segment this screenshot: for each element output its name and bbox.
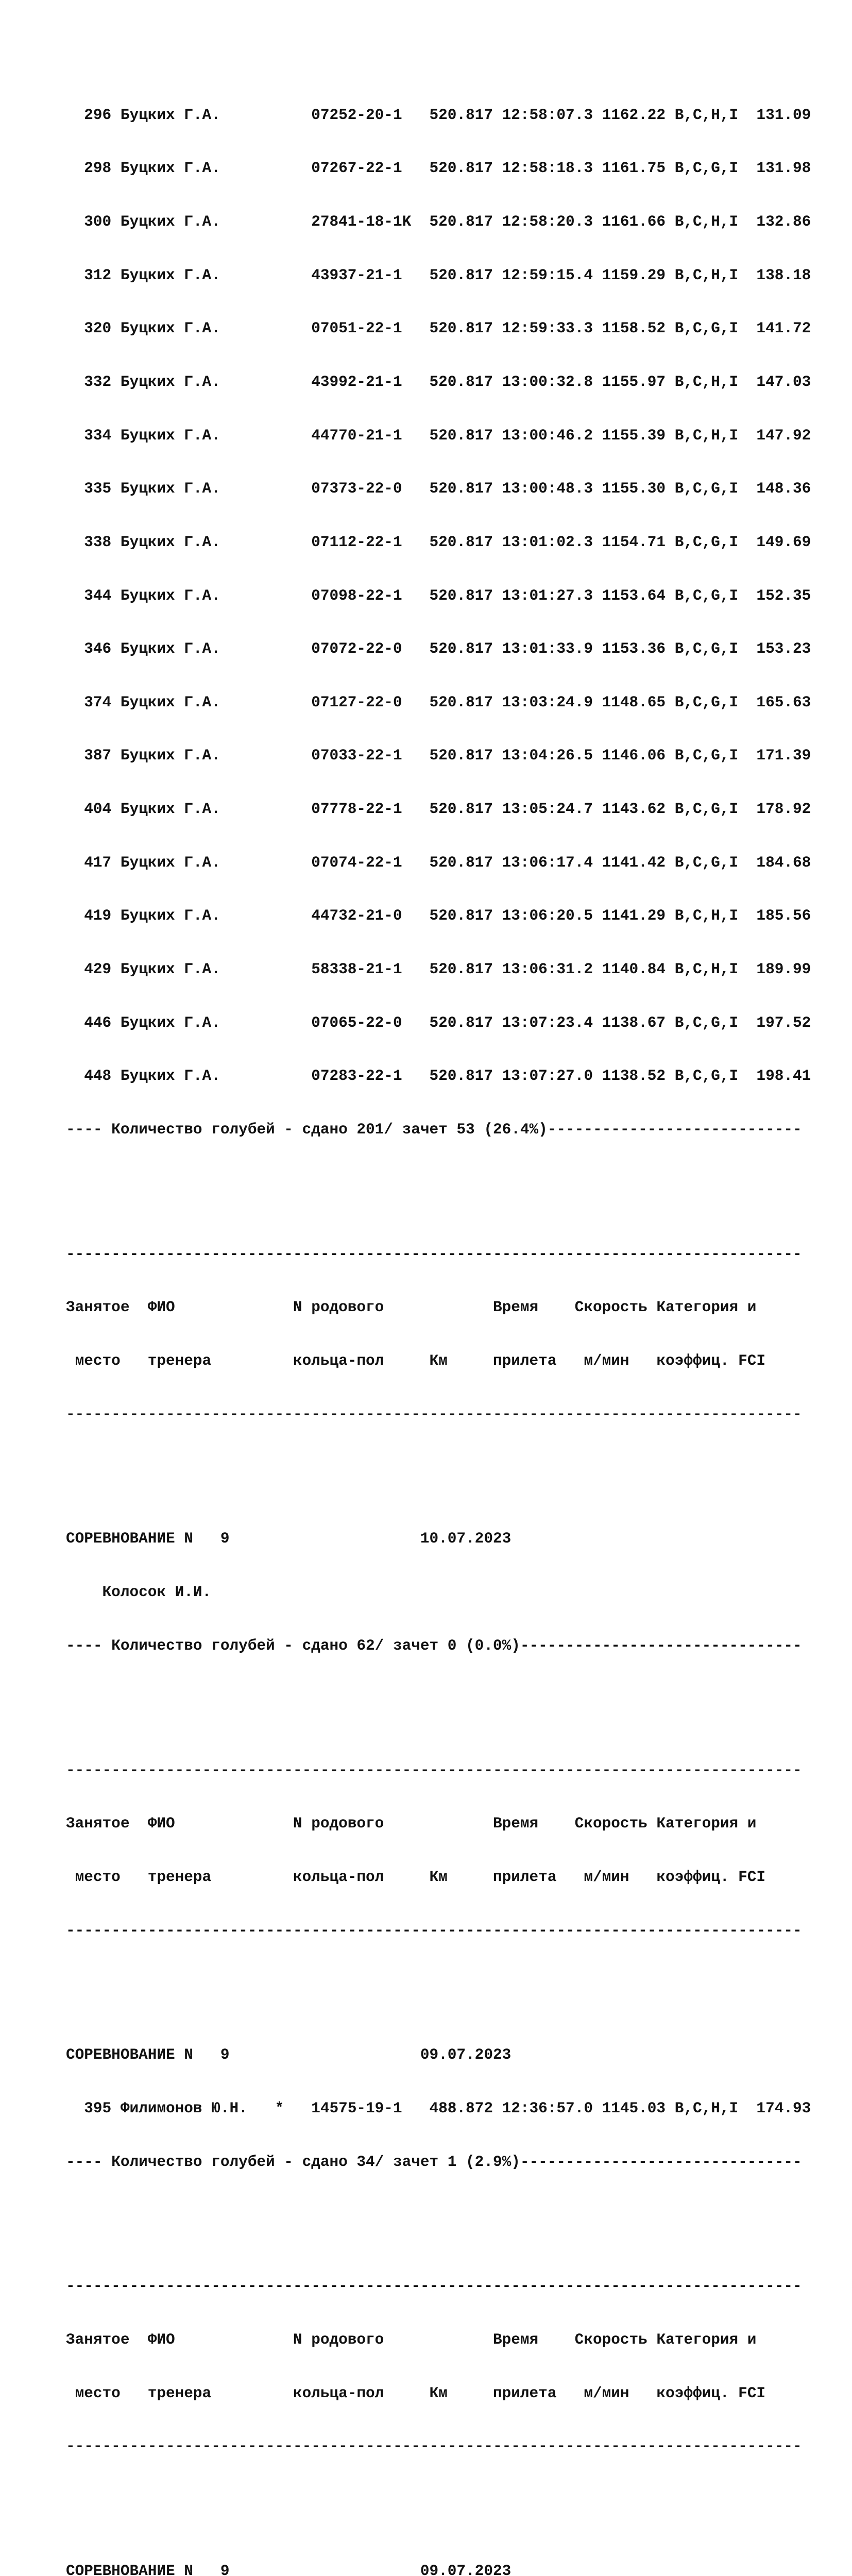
result-row: 335 Буцких Г.А. 07373-22-0 520.817 13:00:48.3 1155.30 B,C,G,I 148.36	[66, 480, 811, 498]
result-row: 346 Буцких Г.А. 07072-22-0 520.817 13:01:33.9 1153.36 B,C,G,I 153.23	[66, 640, 811, 658]
result-row: 298 Буцких Г.А. 07267-22-1 520.817 12:58:18.3 1161.75 B,C,G,I 131.98	[66, 160, 811, 177]
divider-rule: ---------------------------------------------------------------------------------	[66, 1245, 802, 1263]
result-row: 429 Буцких Г.А. 58338-21-1 520.817 13:06:31.2 1140.84 B,C,H,I 189.99	[66, 960, 811, 978]
divider-rule: ---------------------------------------------------------------------------------	[66, 1405, 802, 1423]
section-4-results	[66, 2527, 811, 2576]
column-header-line-2: место тренера кольца-пол Км прилета м/мин коэффиц. FCI	[66, 2384, 766, 2402]
section-2-results	[66, 1495, 811, 1690]
results-document	[66, 18, 811, 2576]
column-header-line-1: Занятое ФИО N родового Время Скорость Категория и	[66, 1299, 757, 1316]
competition-title: СОРЕВНОВАНИЕ N 9 09.07.2023	[66, 2563, 512, 2576]
result-row: 404 Буцких Г.А. 07778-22-1 520.817 13:05:24.7 1143.62 B,C,G,I 178.92	[66, 801, 811, 818]
divider-rule: ---------------------------------------------------------------------------------	[66, 2278, 802, 2295]
section-summary: ---- Количество голубей - сдано 201/ зачет 53 (26.4%)----------------------------	[66, 1121, 802, 1138]
result-row: 300 Буцких Г.А. 27841-18-1K 520.817 12:58:20.3 1161.66 B,C,H,I 132.86	[66, 213, 811, 231]
result-row: 374 Буцких Г.А. 07127-22-0 520.817 13:03:24.9 1148.65 B,C,G,I 165.63	[66, 693, 811, 711]
column-header-line-2: место тренера кольца-пол Км прилета м/мин коэффиц. FCI	[66, 1868, 766, 1886]
result-row: 344 Буцких Г.А. 07098-22-1 520.817 13:01:27.3 1153.64 B,C,G,I 152.35	[66, 587, 811, 604]
result-row: 448 Буцких Г.А. 07283-22-1 520.817 13:07:27.0 1138.52 B,C,G,I 198.41	[66, 1067, 811, 1085]
result-row: 417 Буцких Г.А. 07074-22-1 520.817 13:06:17.4 1141.42 B,C,G,I 184.68	[66, 854, 811, 871]
divider-rule: ---------------------------------------------------------------------------------	[66, 1922, 802, 1939]
column-header-line-1: Занятое ФИО N родового Время Скорость Категория и	[66, 1815, 757, 1833]
participant-name: Колосок И.И.	[66, 1584, 212, 1601]
column-header-line-1: Занятое ФИО N родового Время Скорость Категория и	[66, 2331, 757, 2349]
competition-title: СОРЕВНОВАНИЕ N 9 09.07.2023	[66, 2046, 512, 2064]
result-row: 296 Буцких Г.А. 07252-20-1 520.817 12:58:07.3 1162.22 B,C,H,I 131.09	[66, 106, 811, 124]
result-row: 312 Буцких Г.А. 43937-21-1 520.817 12:59:15.4 1159.29 B,C,H,I 138.18	[66, 266, 811, 284]
result-row: 332 Буцких Г.А. 43992-21-1 520.817 13:00:32.8 1155.97 B,C,H,I 147.03	[66, 373, 811, 391]
section-3-results	[66, 2011, 811, 2207]
result-row: 387 Буцких Г.А. 07033-22-1 520.817 13:04:26.5 1146.06 B,C,G,I 171.39	[66, 747, 811, 765]
section-summary: ---- Количество голубей - сдано 34/ зачет 1 (2.9%)-------------------------------	[66, 2153, 802, 2171]
column-header-line-2: место тренера кольца-пол Км прилета м/мин коэффиц. FCI	[66, 1352, 766, 1370]
divider-rule: ---------------------------------------------------------------------------------	[66, 1761, 802, 1779]
competition-title: СОРЕВНОВАНИЕ N 9 10.07.2023	[66, 1530, 512, 1548]
section-1-results	[66, 71, 811, 1175]
result-row: 338 Буцких Г.А. 07112-22-1 520.817 13:01:02.3 1154.71 B,C,G,I 149.69	[66, 533, 811, 551]
result-row: 395 Филимонов Ю.Н. * 14575-19-1 488.872 12:36:57.0 1145.03 B,C,H,I 174.93	[66, 2099, 811, 2117]
result-row: 446 Буцких Г.А. 07065-22-0 520.817 13:07:23.4 1138.67 B,C,G,I 197.52	[66, 1014, 811, 1031]
result-row: 334 Буцких Г.А. 44770-21-1 520.817 13:00:46.2 1155.39 B,C,H,I 147.92	[66, 427, 811, 444]
result-row: 320 Буцких Г.А. 07051-22-1 520.817 12:59:33.3 1158.52 B,C,G,I 141.72	[66, 320, 811, 337]
divider-rule: ---------------------------------------------------------------------------------	[66, 2438, 802, 2455]
section-summary: ---- Количество голубей - сдано 62/ зачет 0 (0.0%)-------------------------------	[66, 1637, 802, 1654]
result-row: 419 Буцких Г.А. 44732-21-0 520.817 13:06:20.5 1141.29 B,C,H,I 185.56	[66, 907, 811, 925]
